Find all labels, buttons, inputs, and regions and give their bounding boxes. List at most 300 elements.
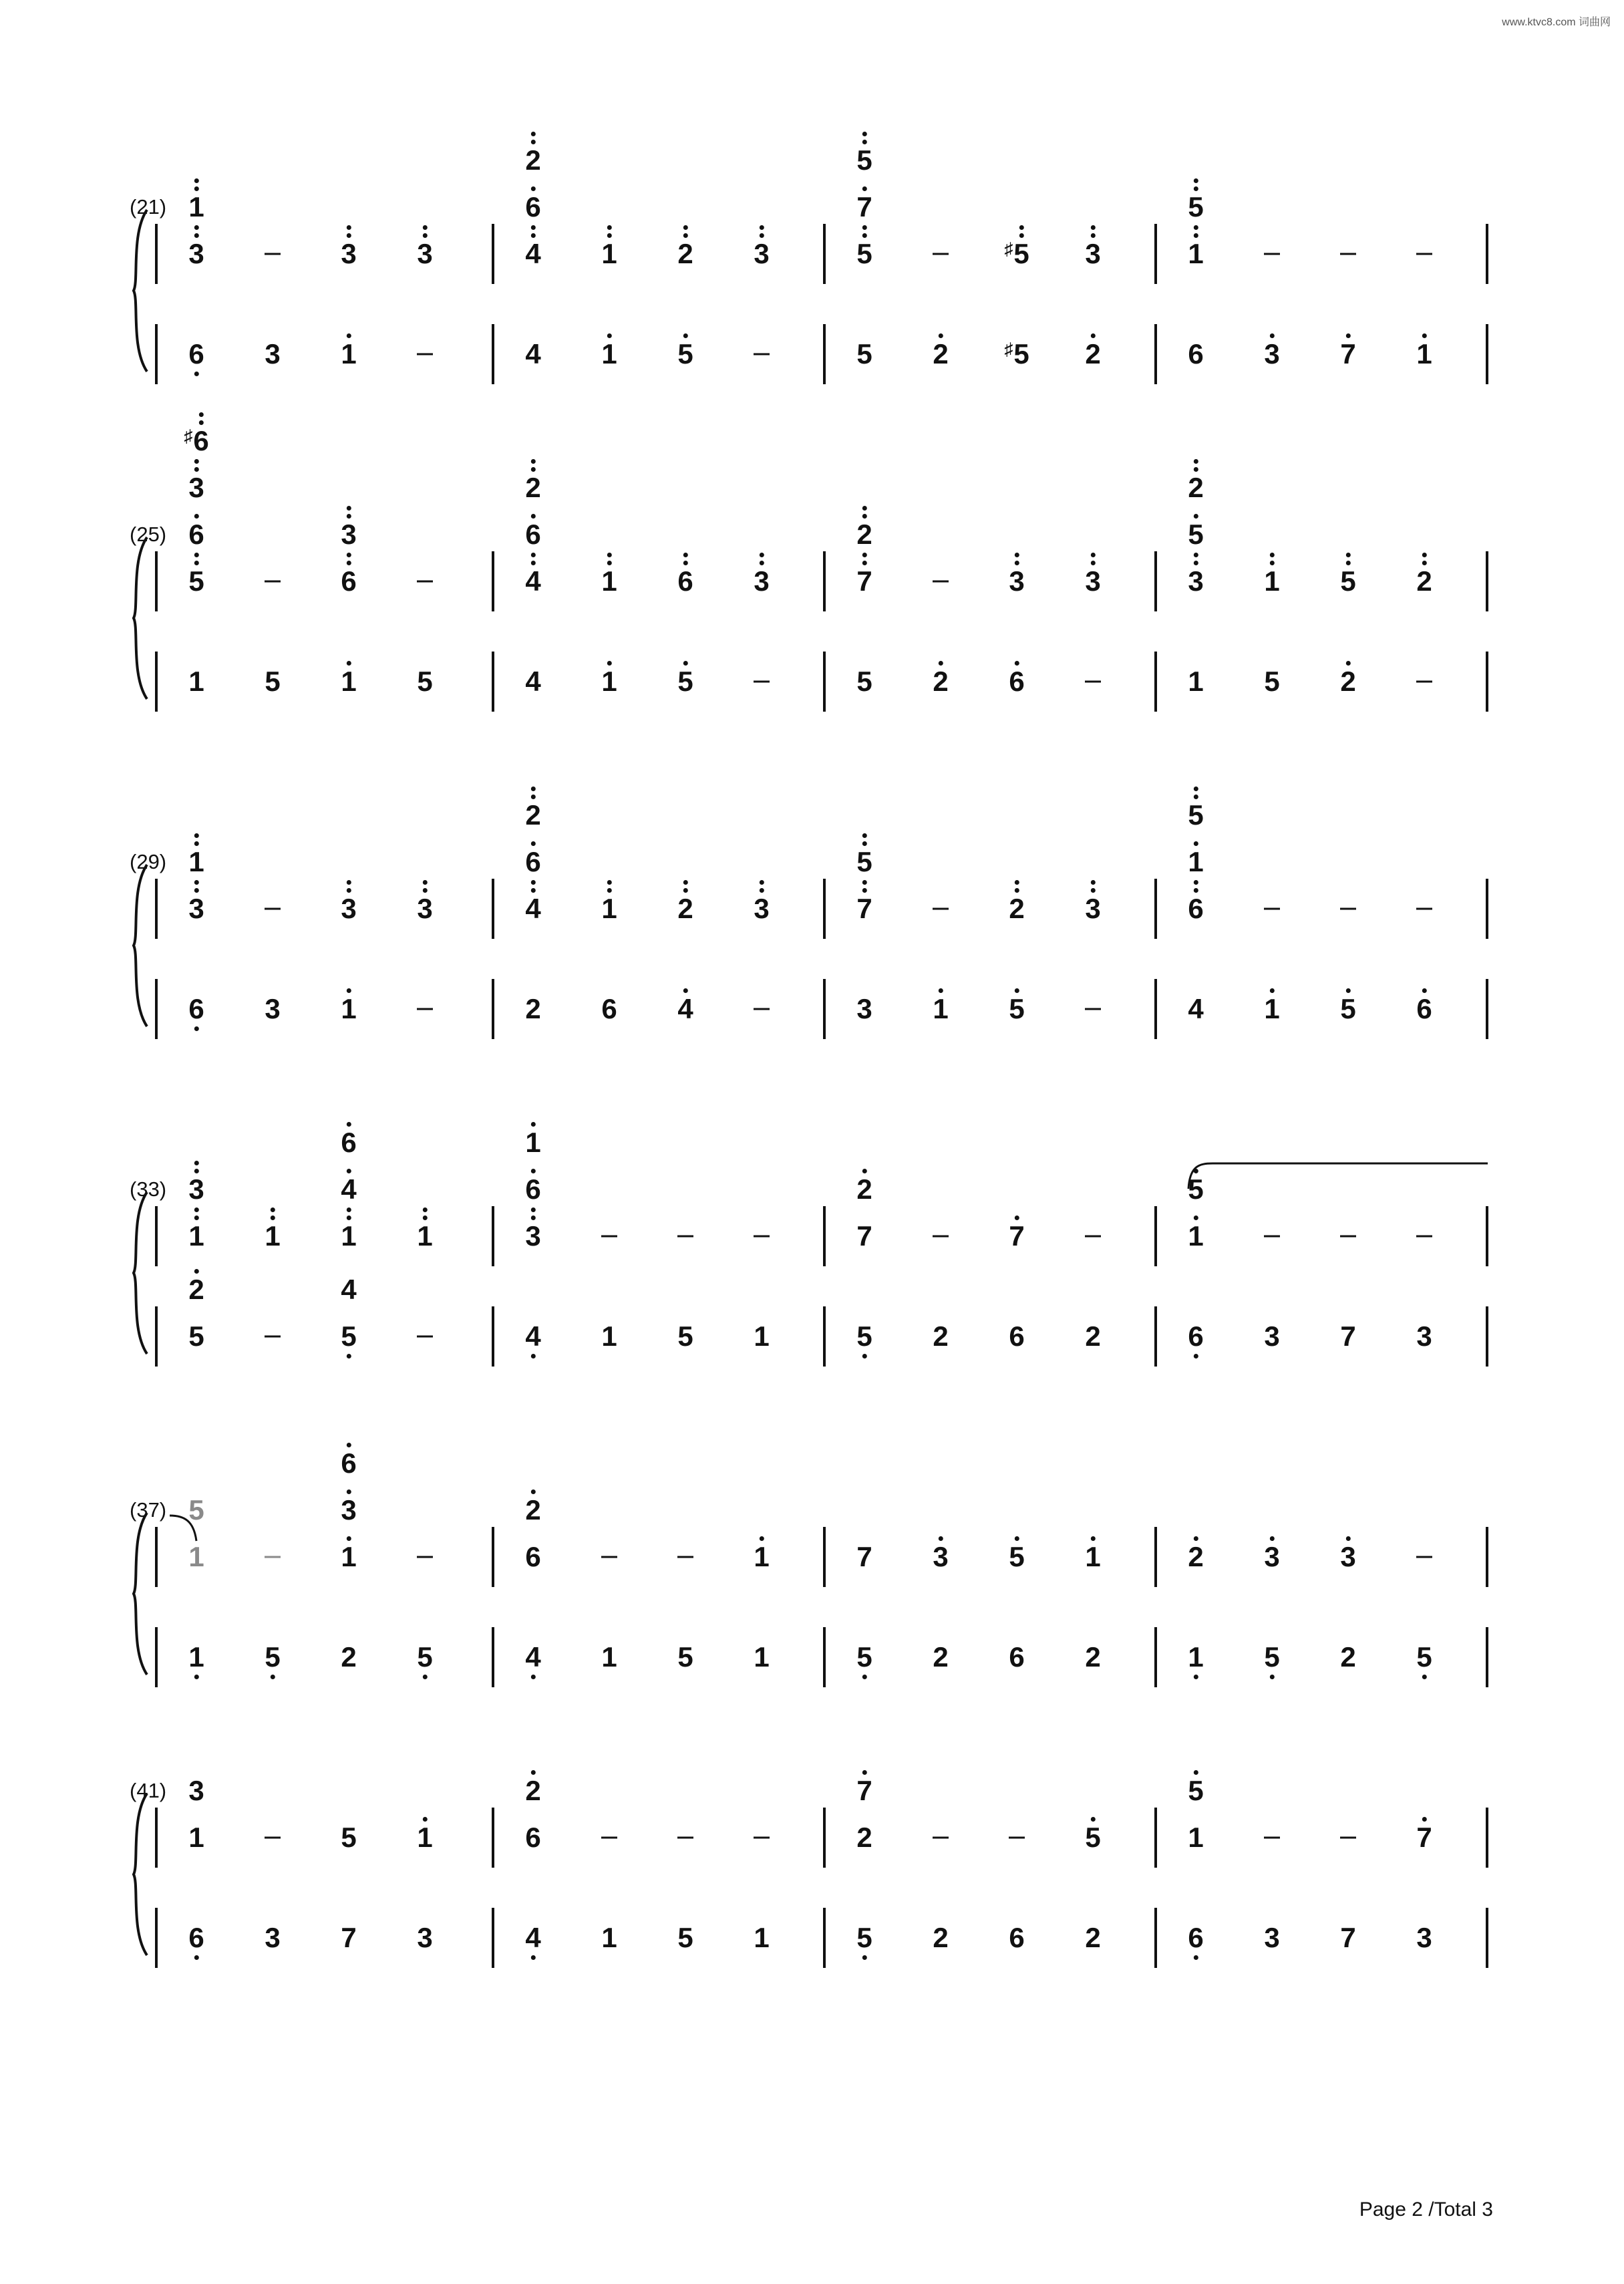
- octave-dot: [530, 795, 535, 799]
- note: 6: [1188, 1924, 1203, 1952]
- octave-dot: [1014, 661, 1019, 666]
- note: 1: [601, 895, 617, 923]
- note: 2: [1085, 1922, 1101, 1953]
- sustain-dash: [677, 1556, 693, 1558]
- octave-dot: [1193, 186, 1198, 191]
- grand-staff-brace: [128, 535, 168, 702]
- octave-dot: [607, 553, 611, 557]
- octave-dot: [1345, 333, 1350, 338]
- note: 2: [677, 240, 693, 268]
- barline: [1154, 224, 1157, 284]
- chord-note: 2: [1188, 474, 1203, 502]
- barline: [1486, 1627, 1488, 1687]
- note: 7: [856, 1777, 872, 1805]
- octave-dot: [346, 661, 351, 666]
- barline: [1486, 551, 1488, 611]
- sustain-dash: [1416, 253, 1432, 255]
- octave-dot: [422, 233, 427, 238]
- note: 6: [1416, 995, 1432, 1023]
- note: 2: [677, 895, 693, 923]
- sustain-dash: [933, 908, 949, 910]
- octave-dot: [862, 233, 866, 238]
- octave-dot: [346, 988, 351, 993]
- octave-dot: [1014, 553, 1019, 557]
- note: 3: [341, 521, 356, 549]
- barline: [1154, 1306, 1157, 1367]
- octave-dot: [759, 1536, 764, 1541]
- octave-dot: [862, 1169, 866, 1173]
- note: 3: [1188, 567, 1203, 595]
- octave-dot: [194, 888, 198, 893]
- note: 7: [856, 1541, 872, 1572]
- octave-dot: [530, 459, 535, 464]
- octave-dot: [1193, 787, 1198, 791]
- note: 1: [601, 240, 617, 268]
- octave-dot: [346, 506, 351, 511]
- octave-dot: [530, 880, 535, 885]
- grand-staff-brace: [128, 1189, 168, 1357]
- octave-dot: [862, 132, 866, 136]
- note: 6: [341, 567, 356, 595]
- octave-dot: [1193, 888, 1198, 893]
- octave-dot: [346, 1489, 351, 1494]
- octave-dot: [270, 1207, 275, 1212]
- octave-dot: [194, 233, 198, 238]
- note: 6: [1009, 1641, 1025, 1673]
- octave-dot: [862, 833, 866, 838]
- note: 1: [1188, 1643, 1203, 1671]
- note: 5: [856, 848, 872, 876]
- octave-dot: [862, 553, 866, 557]
- note: 2: [1009, 895, 1024, 923]
- barline: [823, 1527, 826, 1587]
- octave-dot: [346, 514, 351, 519]
- note: 2: [933, 1922, 949, 1953]
- octave-dot: [194, 372, 198, 376]
- octave-dot: [346, 1216, 351, 1220]
- system-start-barline: [155, 324, 158, 384]
- note: 3: [1264, 1543, 1279, 1571]
- octave-dot: [422, 1216, 427, 1220]
- note: 2: [1085, 340, 1100, 368]
- note: 1: [341, 1222, 356, 1250]
- chord-note: 6: [341, 1129, 356, 1157]
- octave-dot: [1090, 225, 1095, 230]
- note: 3: [341, 240, 356, 268]
- note: 1: [1188, 240, 1203, 268]
- octave-dot: [194, 833, 198, 838]
- barline: [1486, 979, 1488, 1039]
- sustain-dash: [1340, 908, 1356, 910]
- barline: [1486, 879, 1488, 939]
- note: 1: [1416, 340, 1432, 368]
- note: 1: [188, 848, 204, 876]
- octave-dot: [194, 1161, 198, 1165]
- grand-staff-brace: [128, 207, 168, 374]
- sustain-dash: [1416, 681, 1432, 683]
- note: 3: [1264, 1320, 1280, 1352]
- octave-dot: [862, 1770, 866, 1775]
- note: 5: [856, 666, 872, 697]
- barline: [492, 224, 494, 284]
- note: 5: [1009, 1543, 1024, 1571]
- note: 7: [856, 567, 872, 595]
- octave-dot: [194, 1269, 198, 1274]
- octave-dot: [530, 561, 535, 565]
- octave-dot: [530, 467, 535, 472]
- octave-dot: [938, 333, 943, 338]
- sustain-dash: [265, 1336, 281, 1338]
- note: 2: [933, 1641, 949, 1673]
- octave-dot: [607, 225, 611, 230]
- octave-dot: [194, 1675, 198, 1679]
- note: 5: [417, 666, 433, 697]
- octave-dot: [1014, 880, 1019, 885]
- octave-dot: [862, 225, 866, 230]
- note: 5: [1264, 666, 1280, 697]
- sustain-dash: [1264, 908, 1280, 910]
- octave-dot: [530, 233, 535, 238]
- sustain-dash: [265, 1556, 281, 1558]
- octave-dot: [1193, 1354, 1198, 1359]
- octave-dot: [1090, 1536, 1095, 1541]
- octave-dot: [862, 841, 866, 846]
- octave-dot: [530, 1955, 535, 1960]
- octave-dot: [607, 561, 611, 565]
- octave-dot: [194, 880, 198, 885]
- measure-number: (41): [130, 1779, 167, 1802]
- note: 5: [677, 1922, 693, 1953]
- system-start-barline: [155, 1627, 158, 1687]
- note: 1: [754, 1922, 770, 1953]
- note: 3: [1264, 1922, 1280, 1953]
- note: 2: [1416, 567, 1432, 595]
- note: 1: [188, 1541, 204, 1572]
- note: 6: [188, 340, 204, 368]
- octave-dot: [194, 1216, 198, 1220]
- chord-note: 2: [525, 801, 540, 829]
- sustain-dash: [601, 1556, 617, 1558]
- note: 5: [677, 668, 693, 696]
- note: 7: [1416, 1824, 1432, 1852]
- octave-dot: [862, 506, 866, 511]
- octave-dot: [530, 1169, 535, 1173]
- note: 1: [933, 995, 948, 1023]
- note: 5: [1416, 1643, 1432, 1671]
- system-start-barline: [155, 1527, 158, 1587]
- note: 4: [341, 1175, 356, 1203]
- system-start-barline: [155, 879, 158, 939]
- note: 7: [1340, 340, 1355, 368]
- note: 2: [1188, 1543, 1203, 1571]
- octave-dot: [530, 186, 535, 191]
- barline: [492, 652, 494, 712]
- sustain-dash: [265, 581, 281, 583]
- note: 3: [1340, 1543, 1355, 1571]
- octave-dot: [346, 561, 351, 565]
- octave-dot: [683, 333, 687, 338]
- note: 7: [1340, 1922, 1356, 1953]
- octave-dot: [530, 1675, 535, 1679]
- barline: [492, 879, 494, 939]
- octave-dot: [862, 1675, 866, 1679]
- note: 1: [188, 1222, 204, 1250]
- octave-dot: [198, 420, 203, 425]
- octave-dot: [1422, 553, 1426, 557]
- octave-dot: [530, 841, 535, 846]
- note: 5: [856, 240, 872, 268]
- note: 3: [933, 1543, 948, 1571]
- octave-dot: [862, 1955, 866, 1960]
- system-start-barline: [155, 224, 158, 284]
- sustain-dash: [1340, 253, 1356, 255]
- octave-dot: [683, 225, 687, 230]
- sustain-dash: [417, 1556, 433, 1558]
- octave-dot: [759, 561, 764, 565]
- octave-dot: [530, 514, 535, 519]
- note: 5: [341, 1822, 357, 1853]
- octave-dot: [1090, 553, 1095, 557]
- octave-dot: [194, 178, 198, 183]
- tie-line: [1186, 1159, 1493, 1193]
- measure-number: (33): [130, 1177, 167, 1201]
- octave-dot: [194, 467, 198, 472]
- measure-number: (21): [130, 195, 167, 219]
- chord-note: 5: [1188, 801, 1203, 829]
- sustain-dash: [1264, 1837, 1280, 1839]
- note: 1: [1188, 1222, 1203, 1250]
- octave-dot: [194, 1026, 198, 1031]
- note: 2: [856, 1822, 872, 1853]
- note: 1: [601, 1641, 617, 1673]
- octave-dot: [422, 1207, 427, 1212]
- octave-dot: [530, 1216, 535, 1220]
- measure-number: (29): [130, 850, 167, 873]
- note: 3: [188, 1775, 204, 1806]
- note: 3: [188, 1175, 204, 1203]
- octave-dot: [1345, 661, 1350, 666]
- note: 5: [1188, 1777, 1203, 1805]
- octave-dot: [530, 1770, 535, 1775]
- barline: [1154, 652, 1157, 712]
- octave-dot: [346, 1354, 351, 1359]
- octave-dot: [346, 1169, 351, 1173]
- barline: [492, 1627, 494, 1687]
- octave-dot: [1193, 553, 1198, 557]
- note: 6: [188, 1924, 204, 1952]
- octave-dot: [1019, 225, 1023, 230]
- octave-dot: [1193, 1536, 1198, 1541]
- barline: [823, 551, 826, 611]
- system-start-barline: [155, 979, 158, 1039]
- note: 7: [1340, 1320, 1356, 1352]
- note: 5: [1340, 995, 1355, 1023]
- note: 1: [188, 193, 204, 221]
- octave-dot: [1014, 561, 1019, 565]
- octave-dot: [683, 880, 687, 885]
- octave-dot: [1014, 1536, 1019, 1541]
- note: 6: [525, 848, 540, 876]
- octave-dot: [683, 661, 687, 666]
- barline: [823, 879, 826, 939]
- note: 5: [265, 1643, 280, 1671]
- octave-dot: [346, 1207, 351, 1212]
- barline: [492, 1306, 494, 1367]
- note: 2: [856, 521, 872, 549]
- note: 3: [417, 240, 432, 268]
- note: 3: [265, 993, 281, 1024]
- note: 5: [265, 666, 281, 697]
- note: 5: [677, 1641, 693, 1673]
- note: 3: [754, 567, 769, 595]
- note: 5: [188, 1494, 204, 1526]
- sustain-dash: [265, 908, 281, 910]
- measure-number: (37): [130, 1498, 167, 1522]
- octave-dot: [346, 1443, 351, 1447]
- barline: [1154, 1206, 1157, 1266]
- octave-dot: [862, 561, 866, 565]
- octave-dot: [862, 514, 866, 519]
- barline: [492, 979, 494, 1039]
- octave-dot: [530, 1122, 535, 1127]
- octave-dot: [1269, 553, 1274, 557]
- note: 3: [1085, 895, 1100, 923]
- system-start-barline: [155, 551, 158, 611]
- sustain-dash: [265, 1837, 281, 1839]
- octave-dot: [1014, 888, 1019, 893]
- octave-dot: [346, 1536, 351, 1541]
- sustain-dash: [754, 353, 770, 355]
- grand-staff-brace: [128, 1791, 168, 1958]
- note: 1: [754, 1641, 770, 1673]
- note: 3: [1085, 240, 1100, 268]
- note: 2: [525, 1496, 540, 1524]
- barline: [492, 1527, 494, 1587]
- note: 5: [188, 567, 204, 595]
- octave-dot: [1193, 1770, 1198, 1775]
- note: 5: [856, 1924, 872, 1952]
- octave-dot: [862, 186, 866, 191]
- octave-dot: [1345, 553, 1350, 557]
- octave-dot: [1090, 233, 1095, 238]
- note: 1: [601, 567, 617, 595]
- page-footer: Page 2 /Total 3: [1359, 2198, 1493, 2221]
- octave-dot: [1422, 1675, 1426, 1679]
- octave-dot: [1193, 1216, 1198, 1220]
- note: 4: [1188, 993, 1204, 1024]
- octave-dot: [1014, 988, 1019, 993]
- note: 6: [525, 1541, 541, 1572]
- note: 3: [1009, 567, 1024, 595]
- barline: [1486, 652, 1488, 712]
- sustain-dash: [754, 1008, 770, 1010]
- barline: [1486, 1527, 1488, 1587]
- octave-dot: [530, 1354, 535, 1359]
- barline: [492, 1206, 494, 1266]
- note: 5: [341, 1322, 356, 1350]
- octave-dot: [530, 132, 535, 136]
- note: 2: [1340, 1641, 1356, 1673]
- system-start-barline: [155, 1908, 158, 1968]
- measure-number: (25): [130, 523, 167, 546]
- note: 4: [525, 895, 540, 923]
- note: 4: [677, 995, 693, 1023]
- note: 3: [1416, 1320, 1432, 1352]
- octave-dot: [422, 888, 427, 893]
- note: 6: [188, 521, 204, 549]
- note: 3: [265, 1922, 281, 1953]
- note: 2: [933, 1320, 949, 1352]
- octave-dot: [938, 1536, 943, 1541]
- note: 4: [525, 240, 540, 268]
- note: 6: [525, 521, 540, 549]
- octave-dot: [530, 787, 535, 791]
- score-system: [0, 425, 1624, 697]
- barline: [823, 1306, 826, 1367]
- octave-dot: [194, 1955, 198, 1960]
- octave-dot: [194, 186, 198, 191]
- octave-dot: [530, 140, 535, 144]
- note: 7: [856, 895, 872, 923]
- sustain-dash: [265, 253, 281, 255]
- octave-dot: [607, 333, 611, 338]
- octave-dot: [194, 1169, 198, 1173]
- note: 5: [1009, 995, 1024, 1023]
- barline: [1154, 979, 1157, 1039]
- note: 1: [341, 1543, 356, 1571]
- note: 3: [188, 895, 204, 923]
- note: 6: [601, 993, 617, 1024]
- grand-staff-brace: [128, 1510, 168, 1677]
- note: 5: [1188, 1175, 1203, 1203]
- barline: [1154, 551, 1157, 611]
- barline: [823, 1627, 826, 1687]
- note: 6: [188, 995, 204, 1023]
- octave-dot: [759, 233, 764, 238]
- octave-dot: [198, 412, 203, 417]
- octave-dot: [1193, 225, 1198, 230]
- system-start-barline: [155, 1808, 158, 1868]
- sustain-dash: [1416, 1236, 1432, 1238]
- note: 1: [601, 340, 617, 368]
- note: 3: [856, 993, 872, 1024]
- note: 5: [677, 340, 693, 368]
- octave-dot: [346, 880, 351, 885]
- grand-staff-brace: [128, 862, 168, 1029]
- score-system: [0, 1737, 1624, 1953]
- barline: [823, 1206, 826, 1266]
- system-start-barline: [155, 1306, 158, 1367]
- octave-dot: [530, 888, 535, 893]
- chord-note: 3: [188, 474, 204, 502]
- note: 2: [1085, 1320, 1101, 1352]
- octave-dot: [422, 880, 427, 885]
- barline: [1486, 1306, 1488, 1367]
- note: 5: [1264, 1643, 1279, 1671]
- octave-dot: [1193, 1675, 1198, 1679]
- octave-dot: [194, 841, 198, 846]
- octave-dot: [530, 553, 535, 557]
- sustain-dash: [417, 1008, 433, 1010]
- barline: [492, 1908, 494, 1968]
- octave-dot: [194, 561, 198, 565]
- octave-dot: [607, 888, 611, 893]
- octave-dot: [1193, 178, 1198, 183]
- note: 1: [1264, 567, 1279, 595]
- sustain-dash: [417, 1336, 433, 1338]
- sustain-dash: [754, 1837, 770, 1839]
- note: 3: [417, 895, 432, 923]
